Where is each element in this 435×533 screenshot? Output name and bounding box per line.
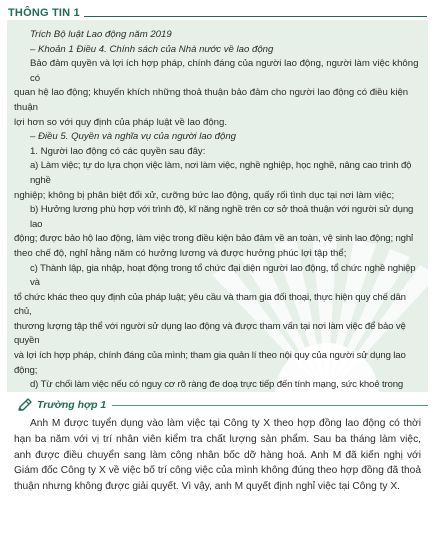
case-text	[7, 416, 428, 495]
case-header	[7, 397, 428, 413]
item-line: 1. Người lao động có các quyền sau đây:	[30, 145, 206, 157]
item-line: a) Làm việc; tự do lựa chọn việc làm, nơi làm việc, nghề nghiệp, học nghề, nâng cao trình độ nghề	[30, 160, 412, 186]
item-line: tổ chức khác theo quy định của pháp luật; yêu cầu và tham gia đối thoại, thực hiện quy chế dân chủ,	[14, 291, 406, 318]
clause-heading: – Khoản 1 Điều 4. Chính sách của Nhà nước về lao động	[30, 43, 274, 55]
item-line: và lợi ích hợp pháp, chính đáng của mình; tham gia quản lí theo nội quy của người sử dụng lao động;	[14, 350, 406, 376]
item-line: d) Từ chối làm việc nếu có nguy cơ rõ ràng đe doạ trực tiếp đến tính mạng, sức khoẻ trong	[30, 379, 404, 391]
pencil-icon	[17, 398, 33, 412]
item-line: nghiệp; không bị phân biệt đối xử, cưỡng bức lao động, quấy rối tình dục tại nơi làm việc;	[14, 189, 395, 201]
item-line: b) Hưởng lương phù hợp với trình độ, kĩ năng nghề trên cơ sở thoả thuận với người sử dụng lao	[30, 204, 414, 230]
case-paragraph: Anh M được tuyển dụng vào làm việc tại Công ty X theo hợp đồng lao động có thời hạn ba năm với vị trí nhân viên kiểm tra chất lượng sản phẩm. Sau ba tháng làm việc, anh được điều chuyển sang làm công nhân bốc dỡ hàng hoá. Anh M đã kiến nghị với Giám đốc Công ty X về việc bố trí công việc của mình không đúng theo hợp đồng đã thoả thuận nhưng không được giải quyết. Vì vậy, anh M quyết định nghỉ việc tại Công ty X.	[14, 418, 421, 493]
case-title: Trường hợp 1	[37, 399, 107, 411]
article-heading: – Điều 5. Quyền và nghĩa vụ của người lao động	[30, 131, 237, 143]
item-line: theo chế độ, nghỉ hằng năm có hưởng lương và được hưởng phúc lợi tập thể;	[14, 247, 347, 259]
info-panel	[7, 20, 428, 392]
source-line: Trích Bộ luật Lao động năm 2019	[30, 29, 172, 40]
clause-line: Bảo đảm quyền và lợi ích hợp pháp, chính đáng của người lao động, người làm việc không có	[30, 58, 419, 84]
info-text	[7, 20, 428, 392]
section-title: THÔNG TIN 1	[8, 7, 80, 19]
section-header	[8, 3, 427, 19]
clause-line: lợi hơn so với quy định của pháp luật về lao động.	[14, 116, 228, 128]
item-line: c) Thành lập, gia nhập, hoạt động trong tổ chức đại diện người lao động, tổ chức nghề nghiệp và	[30, 262, 416, 289]
header-rule	[84, 16, 427, 17]
item-line: động; được bảo hộ lao động, làm việc trong điều kiện bảo đảm về an toàn, vệ sinh lao động; nghỉ	[14, 233, 414, 245]
item-line: thương lượng tập thể với người sử dụng lao động và được tham vấn tại nơi làm việc để bảo vệ quyền	[14, 320, 406, 347]
case-rule	[112, 405, 428, 406]
clause-line: quan hệ lao động; khuyến khích những thoả thuận bảo đảm cho người lao động có điều kiện thuận	[14, 87, 409, 113]
